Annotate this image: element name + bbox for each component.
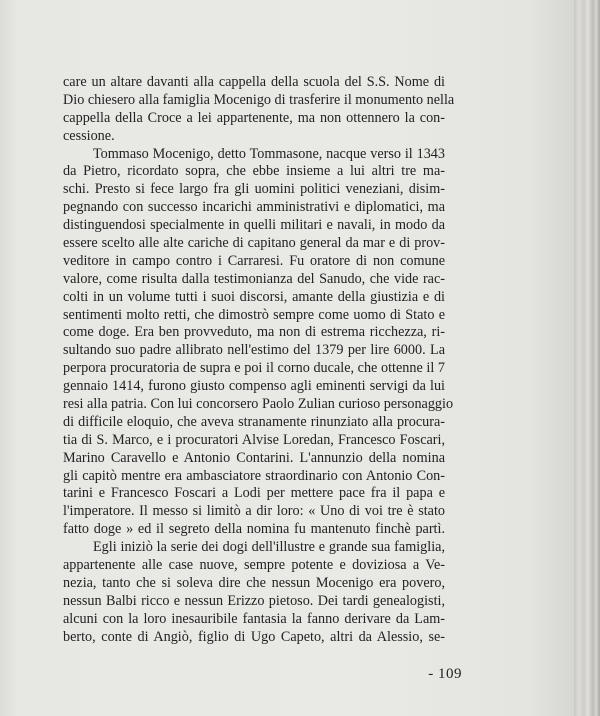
text-line: colti in un volume tutti i suoi discorsi, amante della giustizia e di bbox=[63, 288, 445, 305]
text-line: distinguendosi specialmente in quelli militari e navali, in modo da bbox=[63, 217, 445, 234]
text-line: pegnando con successo incarichi amministrativi e diplomatici, ma bbox=[63, 199, 445, 216]
text-line: fatto doge » ed il segreto della nomina fu mantenuto finchè partì. bbox=[63, 521, 445, 538]
body-text bbox=[63, 74, 455, 647]
text-line: veditore in campo contro i Carraresi. Fu oratore di non comune bbox=[63, 252, 445, 269]
text-line: sultando suo padre allibrato nell'estimo del 1379 per lire 6000. La bbox=[63, 342, 445, 359]
paragraph-first-line: Tommaso Mocenigo, detto Tommasone, nacque verso il 1343 bbox=[93, 145, 445, 162]
text-line: sentimenti molto retti, che dimostrò sempre come uomo di Stato e bbox=[63, 306, 445, 323]
text-line: Dio chiesero alla famiglia Mocenigo di trasferire il monumento nella bbox=[63, 91, 455, 108]
text-line: berto, conte di Angiò, figlio di Ugo Capeto, altri da Alessio, se- bbox=[63, 628, 445, 645]
text-line: resi alla patria. Con lui concorsero Paolo Zulian curioso personaggio bbox=[63, 396, 454, 413]
text-line: di difficile eloquio, che aveva stranamente rinunziato alla procura- bbox=[63, 413, 445, 430]
text-line: cessione. bbox=[63, 127, 115, 144]
text-line: care un altare davanti alla cappella della scuola del S.S. Nome di bbox=[63, 74, 445, 90]
text-line: tia di S. Marco, e i procuratori Alvise Loredan, Francesco Foscari, bbox=[63, 431, 445, 448]
text-line: da Pietro, ricordato sopra, che ebbe insieme a lui altri tre ma- bbox=[63, 163, 445, 180]
text-line: alcuni con la loro inesauribile fantasia la fanno derivare da Lam- bbox=[63, 610, 445, 627]
text-line: nezia, tanto che si soleva dire che nessun Mocenigo era povero, bbox=[63, 574, 445, 591]
paragraph-first-line: Egli iniziò la serie dei dogi dell'illustre e grande sua famiglia, bbox=[93, 539, 445, 556]
text-line: gennaio 1414, furono giusto compenso agli eminenti servigi da lui bbox=[63, 378, 445, 395]
text-line: nessun Balbi ricco e nessun Erizzo pietoso. Dei tardi genealogisti, bbox=[63, 592, 445, 609]
text-line: appartenente alle case nuove, sempre potente e doviziosa a Ve- bbox=[63, 557, 445, 574]
text-line: gli capitò mentre era ambasciatore straordinario con Antonio Con- bbox=[63, 467, 445, 484]
text-line: perpora procuratoria de supra e poi il corno ducale, che ottenne il 7 bbox=[63, 360, 445, 377]
text-line: valore, come risulta dalla testimonianza del Sanudo, che vide rac- bbox=[63, 270, 445, 287]
text-line: essere scelto alle alte cariche di capitano general da mar e di prov- bbox=[63, 235, 445, 252]
text-line: tarini e Francesco Foscari a Lodi per mettere pace fra il papa e bbox=[63, 485, 445, 502]
text-line: l'imperatore. Il messo si limitò a dir loro: « Uno di voi tre è stato bbox=[63, 503, 445, 520]
text-line: schi. Presto si fece largo fra gli uomini politici veneziani, disim- bbox=[63, 181, 445, 198]
text-line: come doge. Era ben provveduto, ma non di estrema ricchezza, ri- bbox=[63, 324, 445, 341]
text-line: Marino Caravello e Antonio Contarini. L'annunzio della nomina bbox=[63, 449, 445, 466]
page-edge bbox=[574, 0, 600, 716]
page-number: - 109 bbox=[428, 666, 462, 682]
text-line: cappella della Croce a lei appartenente, ma non ottennero la con- bbox=[63, 109, 445, 126]
